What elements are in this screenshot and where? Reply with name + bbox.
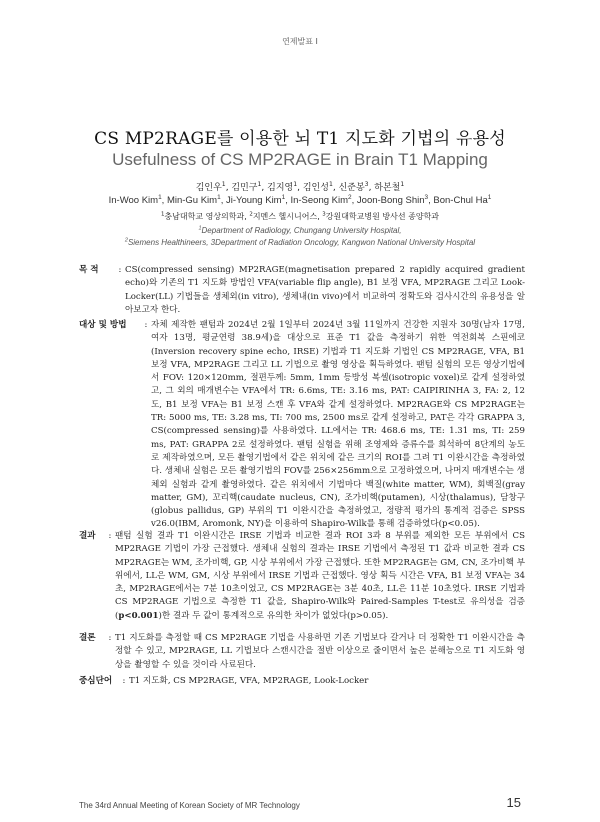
results-text: 팬텀 실험 결과 T1 이완시간은 IRSE 기법과 비교한 결과 ROI 3과 8 부위를 제외한 모든 부위에서 CS MP2RAGE 기법이 가장 근접했다. 생체내 실험의 결과는 IRSE 기법에서 측정된 T1 값과 비교한 결과 CS MP2RAGE는 WM, 조가비핵, GP, 시상 부위에서 가장 근접했다. 또한 MP2RAGE는 GM, CN, 조가비핵 부위에서, LL은 WM, GM, 시상 부위에서 IRSE 기법과 근접했다. 영상 획득 시간은 VFA, B1 보정 VFA는 34초, MP2RAGE에서는 7분 10초이었고, CS MP2RAGE는 3분 40초, LL은 11분 10초였다. IRSE 기법과 CS MP2RAGE 기법으로 측정한 T1 값을, Shapiro-Wilk와 Paired-Samples T-test로 유의성을 검증( (115, 531, 525, 621)
affiliation-text: 강원대학교병원 방사선 종양학과 (325, 212, 440, 221)
section-label: 결론 (79, 633, 96, 643)
affiliation-text: Department of Radiology, Chungang University Hospital, (201, 226, 402, 235)
author-name: In-Woo Kim (108, 195, 159, 206)
author-affiliation-mark: 1 (293, 181, 298, 188)
affiliations-english-line-1 (0, 226, 600, 235)
section-body: CS(compressed sensing) MP2RAGE(magnetisation prepared 2 rapidly acquired gradient echo)와 기존의 T1 지도화 방법인 VFA(variable flip angle), B1 보정 VFA, MP2RAGE 그리고 Look-Locker(LL) 기법들을 생체외(in vitro), 생체내(in vivo)에서 비교하여 정확도와 검사시간의 유용성을 알아보고자 한다. (125, 265, 525, 315)
author-name: Joon-Bong Shin (356, 195, 425, 206)
affiliation-text: 충남대학교 영상의학과 (164, 212, 245, 221)
section-label: 중심단어 (79, 676, 113, 686)
author-affiliation-mark: 1 (400, 181, 405, 188)
author-list-english: In-Woo Kim$^1$, Min-Gu Kim$^1$, Ji-Young Kim$^1$, In-Seong Kim$^2$, Joon-Bong Shin$^3$, Bon-Chul Ha$^1$ (108, 193, 492, 206)
author-affiliation-mark: 1 (257, 181, 262, 188)
author-name: Ji-Young Kim (225, 195, 282, 206)
label-colon: : (108, 531, 112, 541)
author-name: 김민구 (231, 183, 258, 193)
author-name: 김지영 (267, 183, 294, 193)
affiliation-text: 지멘스 헬시니어스 (252, 212, 318, 221)
author-name: Min-Gu Kim (166, 195, 218, 206)
author-name: 김인우 (195, 183, 222, 193)
section-body: T1 지도화를 측정할 때 CS MP2RAGE 기법을 사용하면 기존 기법보다 갈거나 더 정확한 T1 이완시간을 측정할 수 있고, MP2RAGE, LL 기법보다 스캔시간을 절반 이상으로 줄이면서 높은 분해능으로 T1 지도화 영상을 촬영할 수 있을 것이라 사료된다. (115, 633, 525, 670)
section-body (115, 530, 525, 623)
author-name: Bon-Chul Ha (433, 195, 488, 206)
affiliations-english-line-2 (0, 238, 600, 247)
author-affiliation-mark: 1 (217, 193, 221, 201)
affiliation-mark: 1 (160, 211, 165, 218)
section-conclusion (79, 632, 525, 672)
running-header: 연제발표 I (282, 37, 318, 46)
author-name: 하본철 (374, 183, 401, 193)
results-text: )한 결과 두 값이 통계적으로 유의한 차이가 없었다(p>0.05). (158, 610, 389, 621)
section-method (79, 319, 525, 532)
label-colon: : (144, 320, 148, 330)
section-label: 결과 (79, 531, 96, 541)
label-colon: : (108, 633, 112, 643)
author-name: 신준봉 (338, 183, 365, 193)
label-colon: : (122, 676, 126, 686)
affiliation-mark: 2 (249, 211, 253, 218)
author-affiliation-mark: 1 (487, 193, 492, 201)
affiliation-mark: 1 (198, 225, 202, 232)
affiliation-mark: 2 (124, 237, 128, 244)
author-affiliation-mark: 1 (281, 193, 286, 201)
author-affiliation-mark: 1 (221, 181, 226, 188)
section-keywords (79, 675, 525, 688)
author-name: In-Seong Kim (290, 195, 349, 206)
author-affiliation-mark: 2 (348, 193, 352, 201)
paper-title-korean: CS MP2RAGE를 이용한 뇌 T1 지도화 기법의 유용성 (94, 129, 506, 149)
section-results (79, 530, 525, 623)
results-p-value: p<0.001 (118, 610, 159, 621)
section-purpose (79, 264, 525, 317)
footer-conference-name: The 34rd Annual Meeting of Korean Society of MR Technology (79, 801, 300, 810)
section-label: 목 적 (79, 265, 99, 275)
section-body: T1 지도화, CS MP2RAGE, VFA, MP2RAGE, Look-Locker (129, 676, 369, 686)
paper-title-english: Usefulness of CS MP2RAGE in Brain T1 Mapping (112, 150, 488, 169)
label-colon: : (118, 265, 122, 275)
affiliations-korean: $^1$충남대학교 영상의학과, $^2$지멘스 헬시니어스, $^3$강원대학교병원 방사선 종양학과 (160, 211, 440, 221)
author-affiliation-mark: 1 (158, 193, 162, 201)
affiliation-text: Siemens Healthineers, 3Department of Radiation Oncology, Kangwon National University Hospital (127, 238, 476, 247)
section-body: 자체 제작한 팬텀과 2024년 2월 1일부터 2024년 3월 11일까지 건강한 지원자 30명(남자 17명, 여자 13명, 평균연령 38.9세)을 대상으로 표준 T1 값을 측정하기 위한 역전회복 스핀에코(Inversion recovery spine echo, IRSE) 기법과 T1 지도화 기법인 CS MP2RAGE, VFA, B1 보정 VFA, MP2RAGE 그리고 LL 기법으로 촬영 영상을 획득하였다. 팬텀 실험의 모든 영상기법에서 FOV: 120×120mm, 절편두께: 5mm, 1mm 등방성 복셀(isotropic voxel)로 같게 설정하였고, 그 외의 매개변수는 VFA에서 TR: 6.6ms, TE: 3.16 ms, PAT: CAIPIRINHA 3, FA: 2, 12도, B1 보정 VFA는 B1 보정 스캔 후 VFA와 같게 설정하였다. MP2RAGE와 CS MP2RAGE는 TR: 5000 ms, TE: 3.28 ms, TI: 700 ms, 2500 ms로 같게 설정하고, PAT은 각각 GRAPPA 3, CS(compressed sensing)를 사용하였다. LL에서는 TR: 468.6 ms, TE: 1.31 ms, TI: 259 ms, PAT: GRAPPA 2로 설정하였다. 팬텀 실험을 위해 조영제와 증류수를 희석하여 8단계의 농도로 제작하였으며, 모든 촬영기법에서 같은 위치에 같은 크기의 ROI를 그려 T1 이완시간을 측정하였다. 생체내 실험은 모든 촬영기법의 FOV를 256×256mm으로 고정하였으며, 나머지 매개변수는 생체외 실험과 같게 촬영하였다. 같은 위치에서 기법마다 백질(white matter, WM), 회백질(gray matter, GM), 꼬리핵(caudate nucleus, CN), 조가비핵(putamen), 시상(thalamus), 담창구(globus pallidus, GP) 부위의 T1 이완시간을 측정하였고, 정량적 평가의 통계적 검증은 SPSS v26.0(IBM, Aromonk, NY)을 이용하여 Shapiro-Wilk를 통해 검증하였다(p<0.05). (151, 320, 525, 530)
author-affiliation-mark: 3 (364, 181, 369, 188)
page-number: 15 (506, 795, 521, 810)
author-affiliation-mark: 3 (424, 193, 429, 201)
author-list-korean: 김인우$^1$, 김민구$^1$, 김지영$^1$, 김인성$^1$, 신준봉$^3$, 하본철$^1$ (195, 181, 405, 193)
author-affiliation-mark: 1 (328, 181, 333, 188)
section-label: 대상 및 방법 (79, 320, 127, 330)
affiliation-mark: 3 (322, 211, 326, 218)
author-name: 김인성 (302, 183, 329, 193)
